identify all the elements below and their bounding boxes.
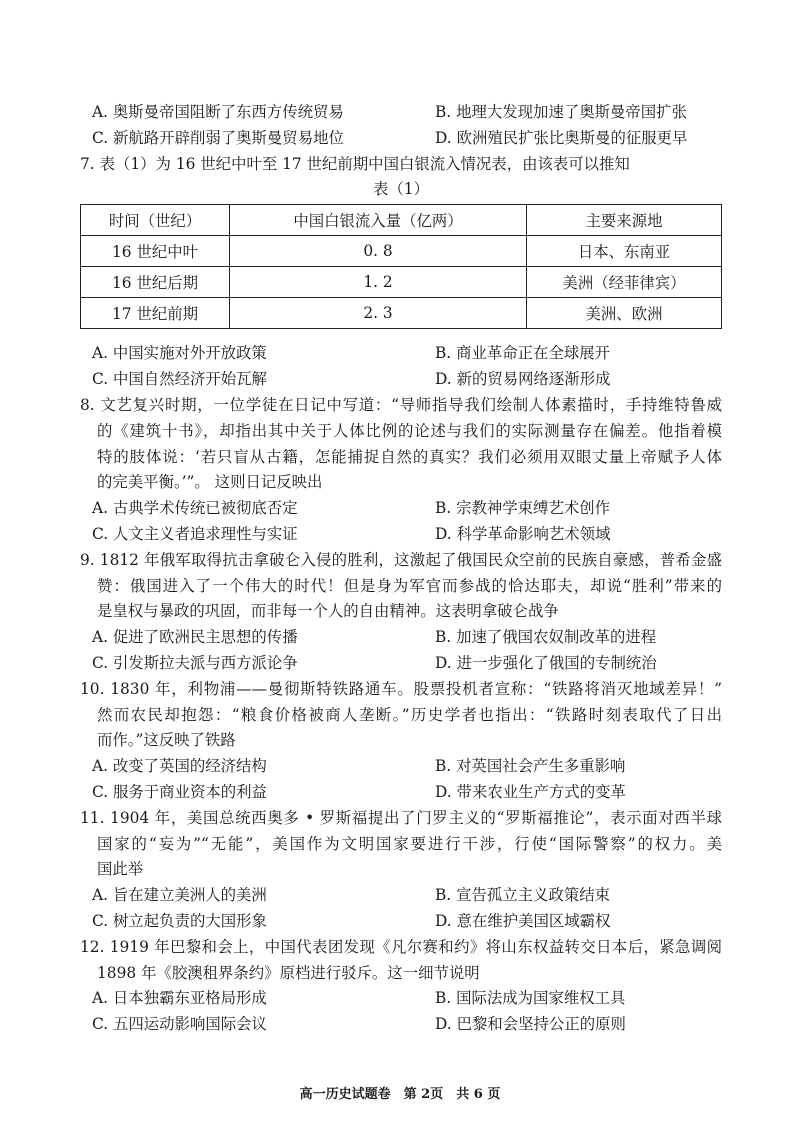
q10-options-row bbox=[80, 780, 722, 806]
q6-options-row bbox=[80, 126, 722, 152]
q7-option-b: B. 商业革命正在全球展开 bbox=[435, 344, 611, 363]
table-cell: 1. 2 bbox=[230, 267, 527, 298]
table-row bbox=[81, 267, 722, 298]
table-cell: 0. 8 bbox=[230, 236, 527, 267]
q11-stem-line: 11. 1904 年，美国总统西奥多 • 罗斯福提出了门罗主义的“罗斯福推论”，表示面对西半球 bbox=[80, 808, 722, 827]
q9-stem-line: 9. 1812 年俄军取得抗击拿破仑入侵的胜利，这激起了俄国民众空前的民族自豪感，普希金盛 bbox=[80, 550, 722, 569]
q8-option-d: D. 科学革命影响艺术领域 bbox=[435, 524, 611, 543]
q12-options-row bbox=[80, 986, 722, 1012]
table-header: 时间（世纪） bbox=[81, 205, 230, 236]
q9-stem-line: 是皇权与暴政的巩固，而非每一个人的自由精神。这表明拿破仑战争 bbox=[97, 602, 559, 621]
q9-option-c: C. 引发斯拉夫派与西方派论争 bbox=[92, 653, 298, 672]
q12-options-row bbox=[80, 1012, 722, 1038]
q12-option-b: B. 国际法成为国家维权工具 bbox=[435, 989, 626, 1008]
q6-option-d: D. 欧洲殖民扩张比奥斯曼的征服更早 bbox=[435, 128, 688, 147]
q8-option-a: A. 古典学术传统已被彻底否定 bbox=[92, 499, 298, 518]
table-cell: 日本、东南亚 bbox=[527, 236, 722, 267]
q10-stem-line: 然而农民却抱怨：“粮食价格被商人垄断。”历史学者也指出：“铁路时刻表取代了日出 bbox=[97, 705, 722, 724]
q9-options-row bbox=[80, 625, 722, 651]
q7-option-c: C. 中国自然经济开始瓦解 bbox=[92, 370, 267, 389]
table-cell: 16 世纪中叶 bbox=[81, 236, 230, 267]
q7-option-a: A. 中国实施对外开放政策 bbox=[92, 344, 267, 363]
q10-stem-line: 而作。”这反映了铁路 bbox=[97, 731, 236, 750]
q8-options-row bbox=[80, 522, 722, 548]
q6-option-a: A. 奥斯曼帝国阻断了东西方传统贸易 bbox=[92, 103, 344, 121]
q12-option-c: C. 五四运动影响国际会议 bbox=[92, 1015, 267, 1034]
table-cell: 美洲、欧洲 bbox=[527, 298, 722, 329]
exam-page bbox=[80, 100, 722, 1038]
page-footer: 高一历史试题卷 第 2页 共 6 页 bbox=[299, 1087, 501, 1102]
silver-inflow-table bbox=[80, 204, 722, 329]
table-header: 主要来源地 bbox=[527, 205, 722, 236]
q11-option-b: B. 宣告孤立主义政策结束 bbox=[435, 886, 611, 905]
table-row bbox=[81, 236, 722, 267]
q9-stem-line: 赞：俄国进入了一个伟大的时代！但是身为军官而参战的恰达耶夫，却说“胜利”带来的 bbox=[97, 576, 722, 595]
table-cell: 16 世纪后期 bbox=[81, 267, 230, 298]
q6-option-c: C. 新航路开辟削弱了奥斯曼贸易地位 bbox=[92, 128, 344, 147]
table-cell: 17 世纪前期 bbox=[81, 298, 230, 329]
q7-options-row bbox=[80, 341, 722, 367]
table-header-row bbox=[81, 205, 722, 236]
q12-option-a: A. 日本独霸东亚格局形成 bbox=[92, 989, 267, 1008]
q9-options-row bbox=[80, 651, 722, 677]
table-cell: 2. 3 bbox=[230, 298, 527, 329]
q11-stem-line: 国此举 bbox=[97, 860, 144, 879]
q10-option-a: A. 改变了英国的经济结构 bbox=[92, 757, 267, 776]
q8-option-c: C. 人文主义者追求理性与实证 bbox=[92, 524, 298, 543]
table-row bbox=[81, 298, 722, 329]
q7-stem: 7. 表（1）为 16 世纪中叶至 17 世纪前期中国白银流入情况表，由该表可以推知 bbox=[80, 154, 630, 173]
q8-stem-line: 8. 文艺复兴时期，一位学徒在日记中写道：“导师指导我们绘制人体素描时，手持维特鲁威 bbox=[80, 395, 722, 414]
table-header: 中国白银流入量（亿两） bbox=[230, 205, 527, 236]
q11-options-row bbox=[80, 883, 722, 909]
q11-option-c: C. 树立起负责的大国形象 bbox=[92, 911, 267, 930]
q11-stem-line: 国家的“妄为”“无能”，美国作为文明国家要进行干涉，行使“国际警察”的权力。美 bbox=[97, 834, 722, 853]
q10-option-d: D. 带来农业生产方式的变革 bbox=[435, 782, 626, 801]
q8-options-row bbox=[80, 496, 722, 522]
q12-stem-line: 12. 1919 年巴黎和会上，中国代表团发现《凡尔赛和约》将山东权益转交日本后，紧急调阅 bbox=[80, 937, 722, 956]
q6-options-row bbox=[80, 100, 722, 126]
q7-option-d: D. 新的贸易网络逐渐形成 bbox=[435, 370, 611, 389]
table-caption: 表（1） bbox=[373, 180, 429, 199]
q10-option-b: B. 对英国社会产生多重影响 bbox=[435, 757, 626, 776]
q11-option-a: A. 旨在建立美洲人的美洲 bbox=[92, 886, 267, 905]
q7-options-row bbox=[80, 367, 722, 393]
q9-option-a: A. 促进了欧洲民主思想的传播 bbox=[92, 628, 298, 647]
q9-option-b: B. 加速了俄国农奴制改革的进程 bbox=[435, 628, 657, 647]
table-cell: 美洲（经菲律宾） bbox=[527, 267, 722, 298]
q8-stem-line: 特的肢体说：‘若只盲从古籍，怎能捕捉自然的真实？我们必须用双眼丈量上帝赋予人体 bbox=[97, 447, 722, 466]
q9-option-d: D. 进一步强化了俄国的专制统治 bbox=[435, 653, 657, 672]
q10-options-row bbox=[80, 754, 722, 780]
q11-option-d: D. 意在维护美国区域霸权 bbox=[435, 911, 611, 930]
q8-stem-line: 的《建筑十书》，却指出其中关于人体比例的论述与我们的实际测量存在偏差。他指着模 bbox=[97, 421, 722, 440]
q12-stem-line: 1898 年《胶澳租界条约》原档进行驳斥。这一细节说明 bbox=[97, 963, 480, 982]
q11-options-row bbox=[80, 909, 722, 935]
q8-option-b: B. 宗教神学束缚艺术创作 bbox=[435, 499, 611, 518]
q12-option-d: D. 巴黎和会坚持公正的原则 bbox=[435, 1015, 626, 1034]
q8-stem-line: 的完美平衡。’”。 这则日记反映出 bbox=[97, 473, 323, 492]
q10-stem-line: 10. 1830 年，利物浦——曼彻斯特铁路通车。股票投机者宣称：“铁路将消灭地域差异！” bbox=[80, 679, 722, 698]
q10-option-c: C. 服务于商业资本的利益 bbox=[92, 782, 267, 801]
q6-option-b: B. 地理大发现加速了奥斯曼帝国扩张 bbox=[435, 103, 687, 121]
